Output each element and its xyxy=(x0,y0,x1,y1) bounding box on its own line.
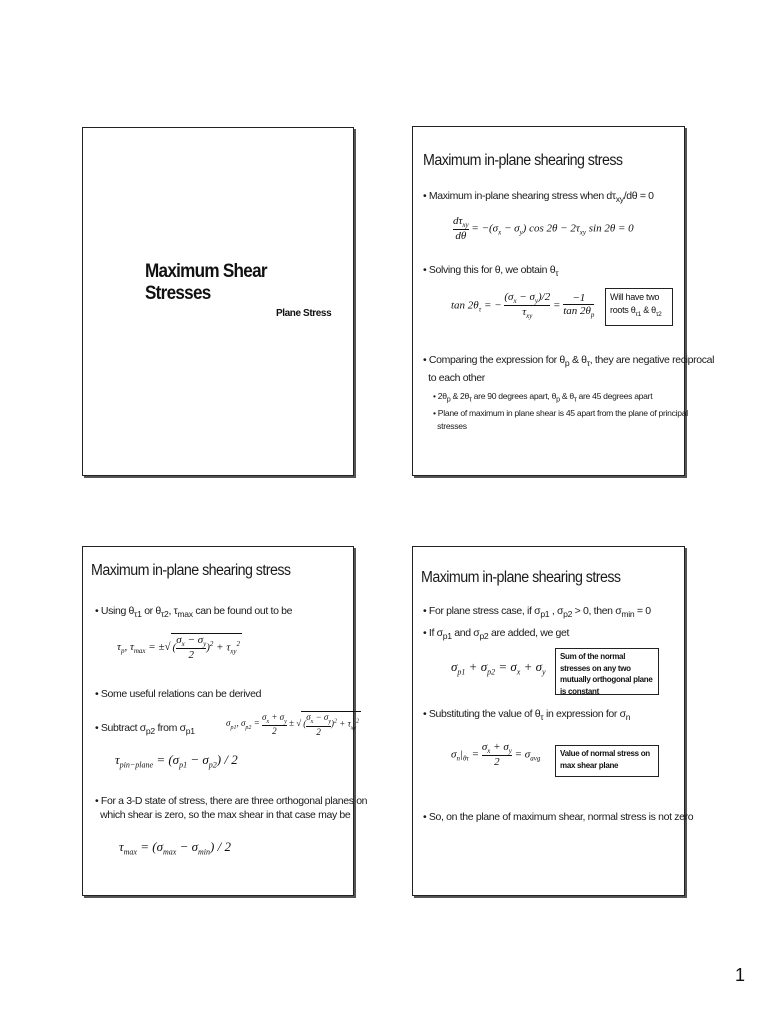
slide-max-inplane-shear-2 xyxy=(82,546,368,896)
slide4-bullet-4: • So, on the plane of maximum shear, normal stress is not zero xyxy=(423,811,694,823)
slide2-title: Maximum in-plane shearing stress xyxy=(423,152,623,169)
slide2-note-box: Will have two roots $\theta_{\tau 1}$ & $\theta_{\tau 2}$ xyxy=(605,288,673,326)
slide1-subtitle: Plane Stress xyxy=(276,308,332,319)
slide2-equation-2: $\tan 2\theta_\tau$ = − $\frac{(\sigma_x - \sigma_y)/2}{\tau_{xy}}$ = $\frac{-1}{\tan 2\theta_p}$ xyxy=(451,291,595,321)
slide1-title: Maximum Shear Stresses xyxy=(145,261,267,304)
slide4-note-box-2: Value of normal stress on max shear plane xyxy=(555,745,659,777)
slide4-bullet-3: • Substituting the value of $\theta_\tau$ in expression for $\sigma_n$ xyxy=(423,708,631,723)
slide4-title: Maximum in-plane shearing stress xyxy=(421,569,621,586)
slide3-bullet-1: • Using $\theta_{\tau 1}$ or $\theta_{\tau 2}$, $\tau_{max}$ can be found out to be xyxy=(95,605,293,620)
slide4-equation-1: $\sigma_{p1} + \sigma_{p2} = \sigma_x + \sigma_y$ xyxy=(451,659,546,677)
slide2-equation-1: $\frac{d\tau_{xy}}{d\theta}$ = $-(\sigma_x - \sigma_y)$ $\cos 2\theta - 2\tau_{xy}$ sin 2θ = 0 xyxy=(453,215,634,243)
slide2-subbullet-2: • Plane of maximum in plane shear is 45 apart from the plane of principal stresses xyxy=(433,408,688,431)
slide3-bullet-2: • Some useful relations can be derived xyxy=(95,688,262,700)
slide4-note-box-1: Sum of the normal stresses on any two mutually orthogonal plane is constant xyxy=(555,648,659,695)
slide2-subbullet-1: • $2\theta_p$ & $2\theta_\tau$ are 90 degrees apart, $\theta_p$ & $\theta_\tau$ are 45 degrees apart xyxy=(433,391,653,404)
slide4-bullet-2: • If $\sigma_{p1}$ and $\sigma_{p2}$ are added, we get xyxy=(423,627,570,642)
slide4-equation-2: $\sigma_n|_{\theta\tau}$ = $\frac{\sigma_x + \sigma_y}{2}$ = $\sigma_{avg}$ xyxy=(451,741,541,769)
slide3-title: Maximum in-plane shearing stress xyxy=(91,562,291,579)
slide2-bullet-2: • Solving this for θ, we obtain $\theta_\tau$ xyxy=(423,264,559,279)
slide3-bullet-3: • Subtract $\sigma_{p2}$ from $\sigma_{p1}$ xyxy=(95,722,195,737)
slide-max-inplane-shear-3 xyxy=(412,546,694,896)
slide-max-inplane-shear-1 xyxy=(412,126,715,476)
slide3-equation-3: $\tau_{pin-plane} = (\sigma_{p1} - \sigma_{p2}) / 2$ xyxy=(115,752,238,770)
slide-title xyxy=(82,127,354,476)
page-number: 1 xyxy=(735,965,746,985)
slide4-bullet-1: • For plane stress case, if $\sigma_{p1}$ , $\sigma_{p2} > 0$, then $\sigma_{min} = 0$ xyxy=(423,605,651,620)
slide2-bullet-3: • Comparing the expression for $\theta_p$ & $\theta_\tau$, they are negative reciprocal to each other xyxy=(423,354,715,385)
slide3-equation-1: $\tau_p$, $\tau_{max}$ = ±√ ( $\frac{\sigma_x - \sigma_y}{2}$ )$^2 + \tau_{xy}^2$ xyxy=(117,634,240,662)
slide2-bullet-1: • Maximum in-plane shearing stress when $d\tau_{xy}/d\theta = 0$ xyxy=(423,190,654,205)
slide3-equation-4: $\tau_{max} = (\sigma_{max} - \sigma_{min}) / 2$ xyxy=(119,839,231,857)
slide3-equation-2: $\sigma_{p1}$, $\sigma_{p2}$ = $\frac{\sigma_x + \sigma_y}{2}$ ± √ ( $\frac{\sigma_x - \sigma_y}{2}$ )$^2 + \tau_{xy}^2$ xyxy=(226,711,360,737)
slide3-bullet-4: • For a 3-D state of stress, there are three orthogonal planes on which shear is zero, so the max shear in that case may be xyxy=(95,795,368,821)
